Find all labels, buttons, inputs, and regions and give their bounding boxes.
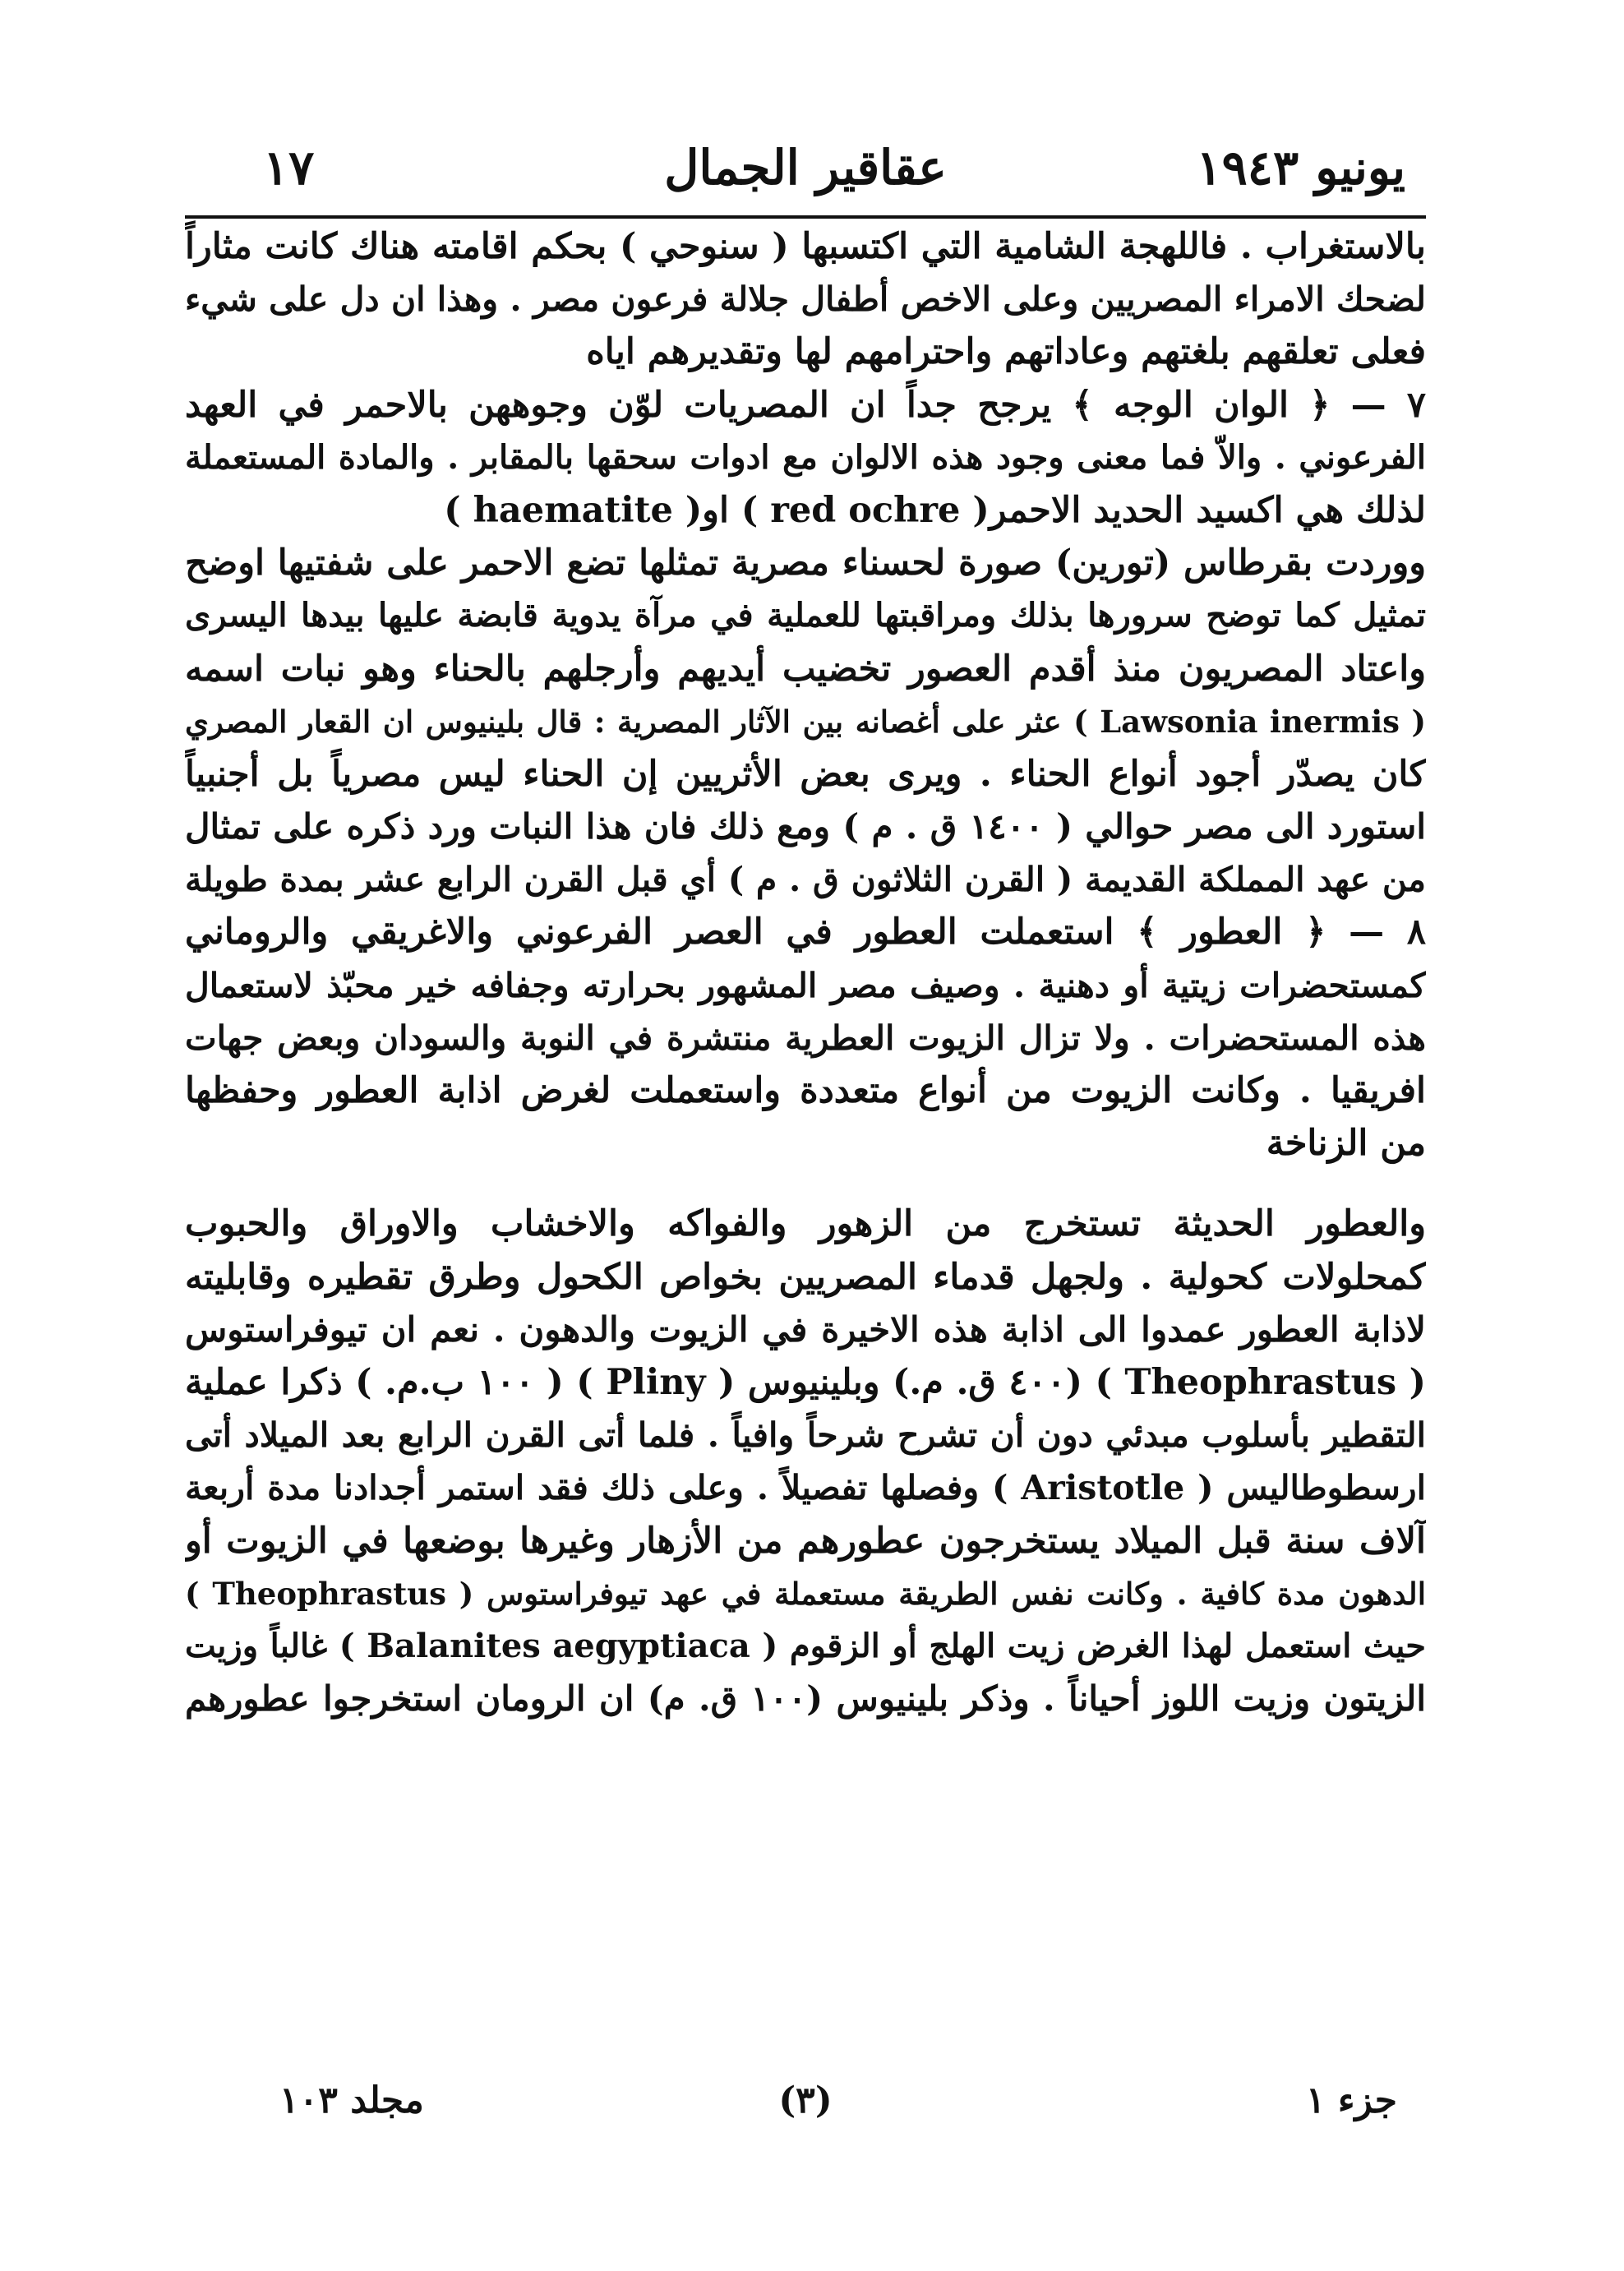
text-line: آلاف سنة قبل الميلاد يستخرجون عطورهم من الأزهار وغيرها بوضعها في الزيوت أو: [185, 1520, 1426, 1562]
text-line: الزيتون وزيت اللوز أحياناً . وذكر بلينيوس (١٠٠ ق. م) ان الرومان استخرجوا عطورهم: [185, 1678, 1426, 1719]
running-title: عقاقير الجمال: [664, 140, 947, 196]
body-text: [185, 220, 1426, 1725]
text-line: من الزناخة: [1266, 1123, 1426, 1165]
text-line: فعلى تعلقهم بلغتهم وعاداتهم واحترامهم لها وتقديرهم اياه: [586, 331, 1426, 373]
text-line: بالاستغراب . فاللهجة الشامية التي اكتسبها ( سنوحي ) بحكم اقامته هناك كانت مثاراً: [185, 226, 1426, 267]
text-line: ٧ — ﴿ الوان الوجه ﴾ يرجح جداً ان المصريات لوّن وجوههن بالاحمر في العهد: [185, 384, 1426, 426]
text-line: الفرعوني . والاّ فما معنى وجود هذه الالوان مع ادوات سحقها بالمقابر . والمادة المستعملة: [185, 437, 1426, 477]
text-line: ووردت بقرطاس (تورين) صورة لحسناء مصرية تمثلها تضع الاحمر على شفتيها اوضح: [185, 542, 1426, 584]
text-line: التقطير بأسلوب مبدئي دون أن تشرح شرحاً وافياً . فلما أتى القرن الرابع بعد الميلاد أتى: [185, 1415, 1426, 1456]
volume-label: مجلد ١٠٣: [279, 2079, 424, 2121]
text-line: هذه المستحضرات . ولا تزال الزيوت العطرية منتشرة في النوبة والسودان وبعض جهات: [185, 1018, 1426, 1058]
paragraph-gap: [185, 1170, 1426, 1198]
sheet-number: (٣): [778, 2079, 833, 2121]
page-header: [189, 123, 1422, 197]
text-line: كمحلولات كحولية . ولجهل قدماء المصريين بخواص الكحول وطرق تقطيره وقابليته: [185, 1256, 1426, 1298]
text-line: استورد الى مصر حوالي ( ١٤٠٠ ق . م ) ومع ذلك فان هذا النبات ورد ذكره على تمثال: [185, 806, 1426, 847]
page-number: ١٧: [263, 140, 315, 196]
part-label: جزء ١: [1305, 2079, 1397, 2121]
text-line: افريقيا . وكانت الزيوت من أنواع متعددة واستعملت لغرض اذابة العطور وحفظها: [185, 1070, 1426, 1111]
text-line: من عهد المملكة القديمة ( القرن الثلاثون ق . م ) أي قبل القرن الرابع عشر بمدة طويلة: [185, 860, 1426, 900]
text-line: لضحك الامراء المصريين وعلى الاخص أطفال جلالة فرعون مصر . وهذا ان دل على شيء: [185, 279, 1426, 320]
text-line: كان يصدّر أجود أنواع الحناء . ويرى بعض الأثريين إن الحناء ليس مصرياً بل أجنبياً: [185, 753, 1426, 795]
issue-date: يونيو ١٩٤٣: [1196, 140, 1405, 196]
text-line: كمستحضرات زيتية أو دهنية . وصيف مصر المشهور بحرارته وجفافه خير محبّذ لاستعمال: [185, 965, 1426, 1005]
text-line: الدهون مدة كافية . وكانت نفس الطريقة مستعملة في عهد تيوفراستوس ( Theophrastus ): [185, 1575, 1426, 1612]
header-rule: [185, 215, 1426, 219]
text-line: ( Theophrastus ) (٤٠٠ ق. م.) وبلينيوس ( Pliny ) ( ١٠٠ ب.م. ) ذكرا عملية: [185, 1361, 1426, 1403]
text-line: لذلك هي اكسيد الحديد الاحمر( red ochre ) او( haematite ): [444, 489, 1426, 531]
text-line: ٨ — ﴿ العطور ﴾ استعملت العطور في العصر الفرعوني والاغريقي والروماني: [185, 912, 1426, 953]
text-line: والعطور الحديثة تستخرج من الزهور والفواكه والاخشاب والاوراق والحبوب: [185, 1203, 1426, 1245]
text-line: حيث استعمل لهذا الغرض زيت الهلج أو الزقوم ( Balanites aegyptiaca ) غالباً وزيت: [185, 1626, 1426, 1665]
text-line: واعتاد المصريون منذ أقدم العصور تخضيب أيديهم وأرجلهم بالحناء وهو نبات اسمه: [185, 648, 1426, 690]
text-line: لاذابة العطور عمدوا الى اذابة هذه الاخيرة في الزيوت والدهون . نعم ان تيوفراستوس: [185, 1309, 1426, 1350]
text-line: تمثيل كما توضح سرورها بذلك ومراقبتها للعملية في مرآة يدوية قابضة عليها بيدها اليسرى: [185, 596, 1426, 635]
page-footer: [189, 2079, 1422, 2137]
text-line: ( Lawsonia inermis ) عثر على أغصانه بين الآثار المصرية : قال بلينيوس ان القعار المصري: [185, 703, 1426, 740]
text-line: ارسطوطاليس ( Aristotle ) وفصلها تفصيلاً . وعلى ذلك فقد استمر أجدادنا مدة أربعة: [185, 1468, 1426, 1508]
